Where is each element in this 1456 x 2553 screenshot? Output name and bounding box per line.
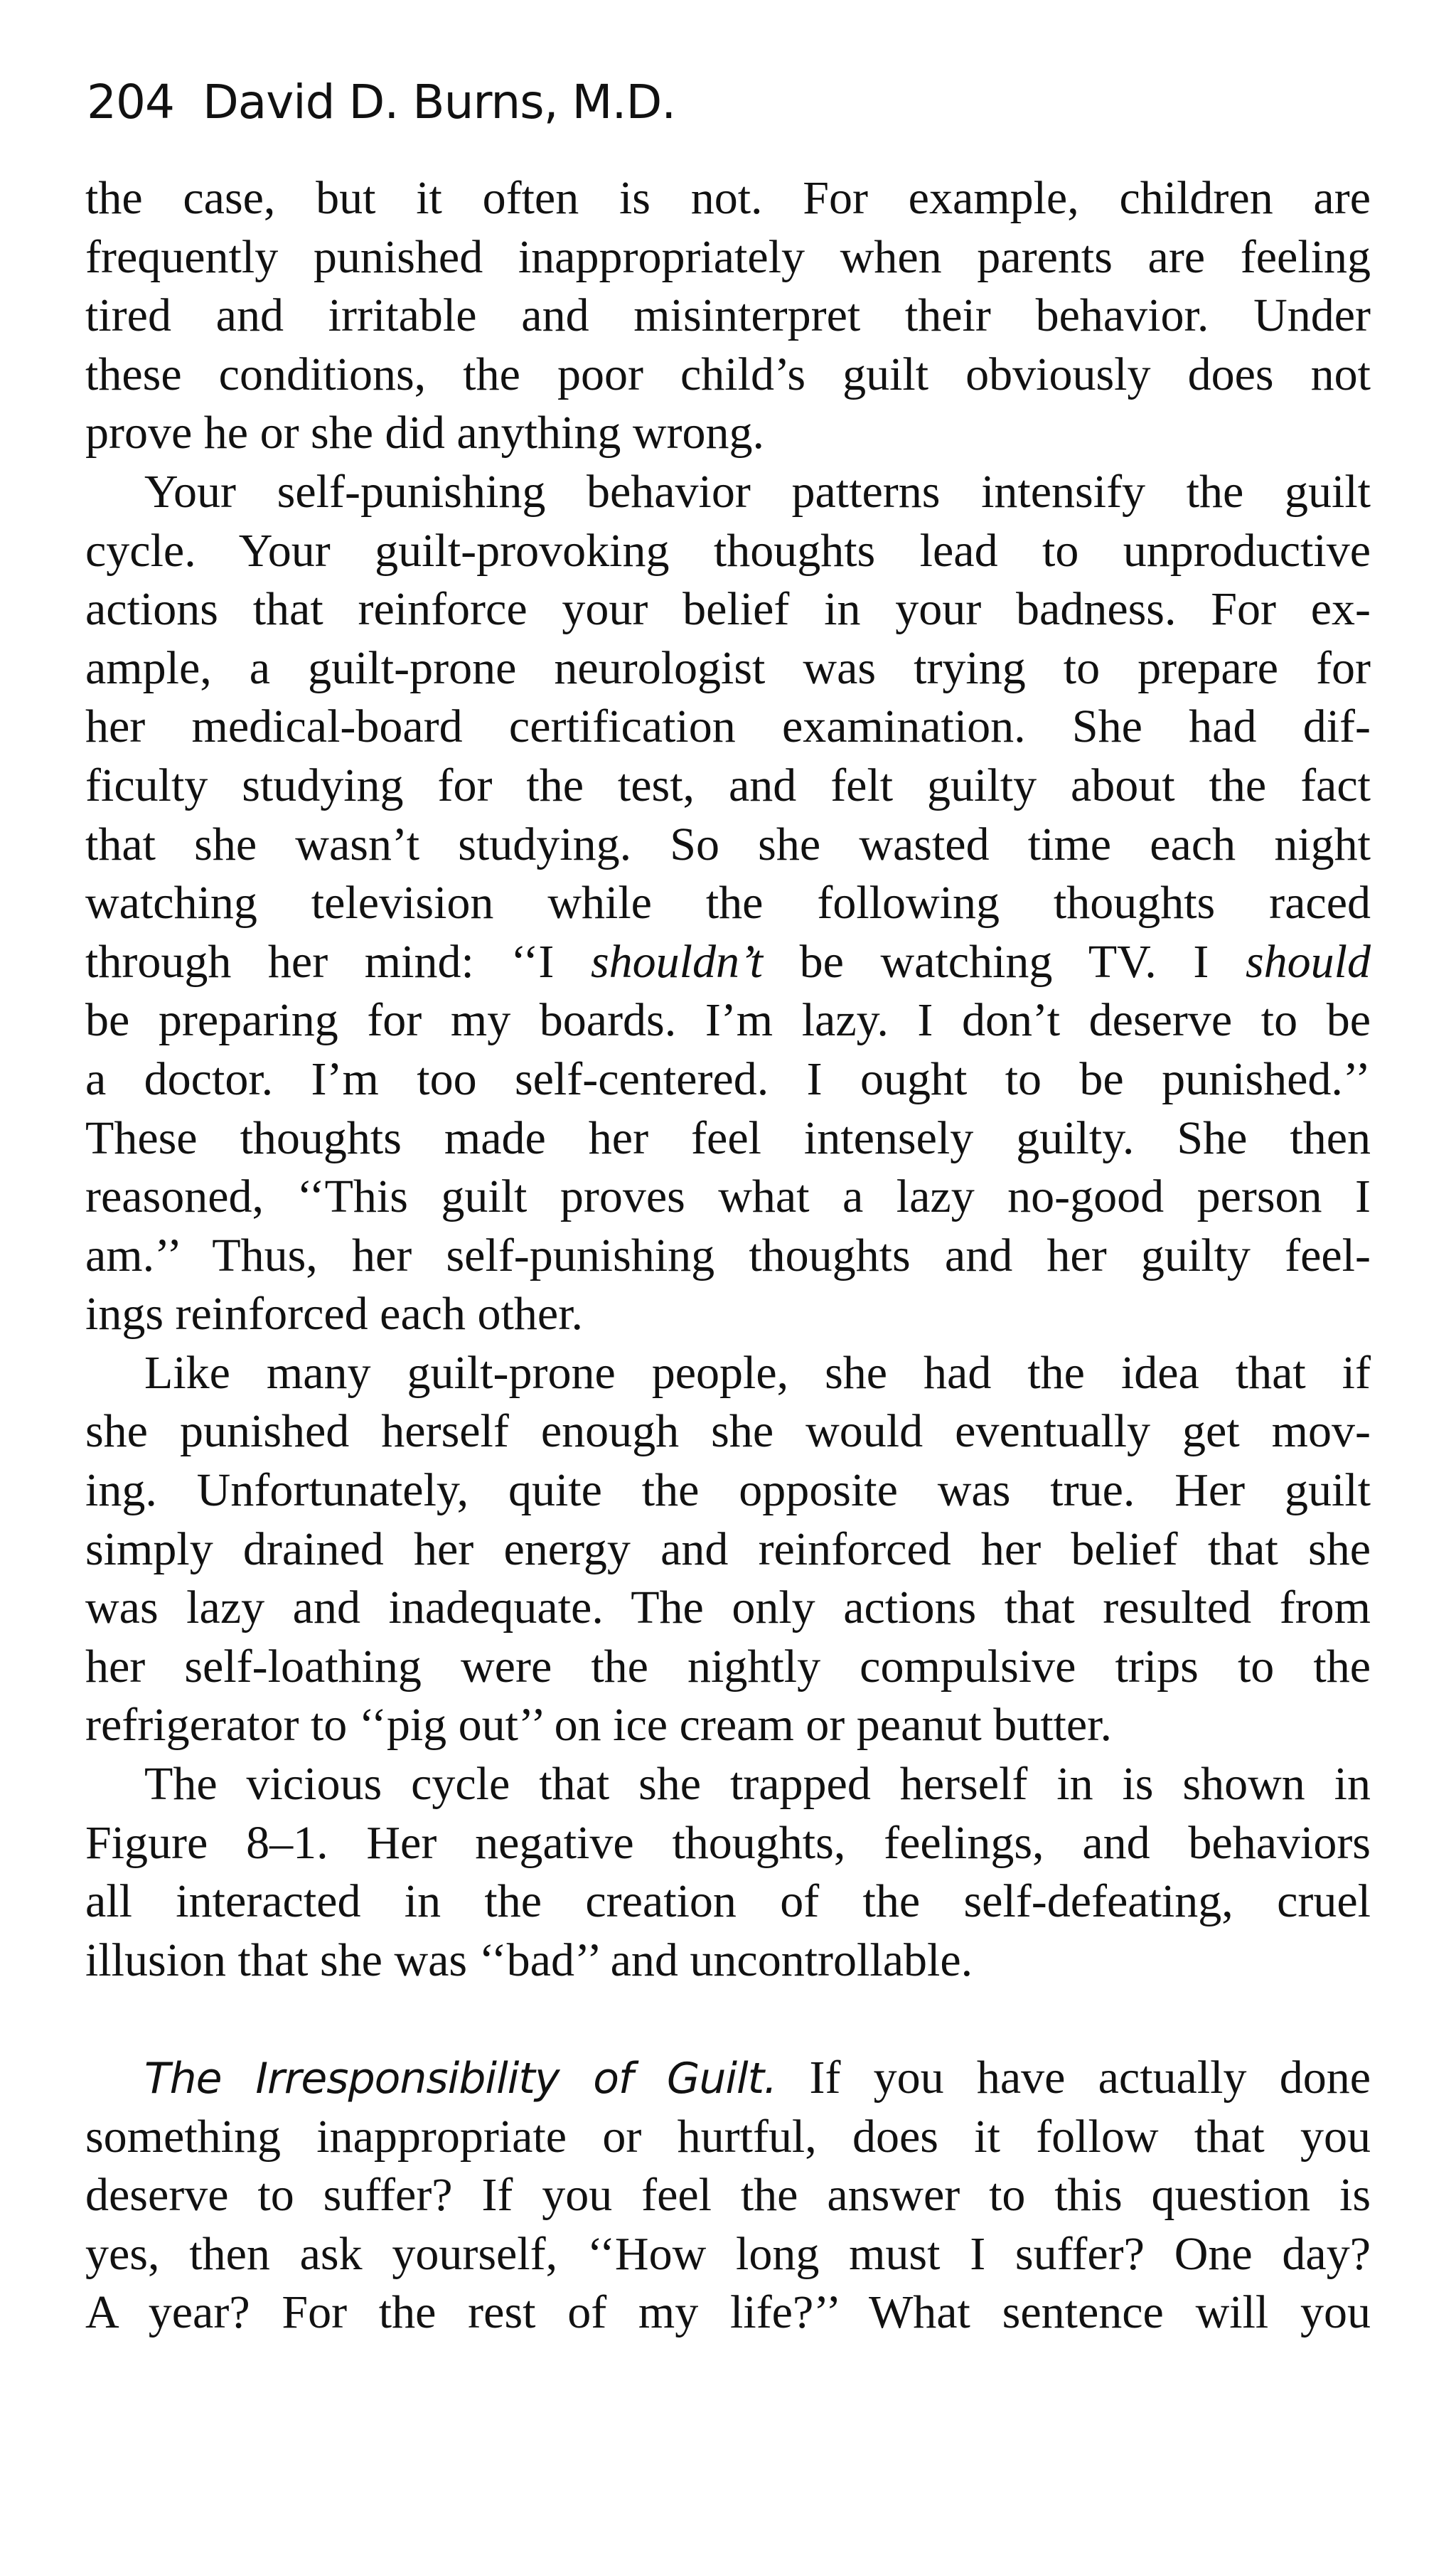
text-line: yes, then ask yourself, ‘‘How long must I suffer? One day?: [85, 2227, 1371, 2280]
text-line: that she wasn’t studying. So she wasted time each night: [85, 818, 1371, 870]
section-heading: The Irresponsibility of Guilt.: [144, 2054, 777, 2104]
emphasis-should: should: [1245, 935, 1371, 988]
text-run: be watching TV. I: [763, 935, 1246, 988]
text-line: am.’’ Thus, her self-punishing thoughts and her guilty feel-: [85, 1229, 1371, 1281]
text-line: The vicious cycle that she trapped herself in is shown in: [144, 1758, 1371, 1811]
text-line: tired and irritable and misinterpret their behavior. Under: [85, 289, 1371, 342]
text-line: a doctor. I’m too self-centered. I ought to be punished.’’: [85, 1052, 1371, 1105]
text-line: something inappropriate or hurtful, does it follow that you: [85, 2110, 1371, 2163]
text-line: frequently punished inappropriately when parents are feeling: [85, 230, 1371, 283]
text-line: Your self-punishing behavior patterns intensify the guilt: [144, 465, 1371, 518]
text-line: ample, a guilt-prone neurologist was trying to prepare for: [85, 641, 1371, 694]
text-line: ficulty studying for the test, and felt guilty about the fact: [85, 759, 1371, 811]
text-line: ing. Unfortunately, quite the opposite was true. Her guilt: [85, 1464, 1371, 1517]
text-line: all interacted in the creation of the self-defeating, cruel: [85, 1875, 1371, 1928]
text-line: these conditions, the poor child’s guilt obviously does not: [85, 348, 1371, 400]
text-line: These thoughts made her feel intensely guilty. She then: [85, 1112, 1371, 1164]
author-name: David D. Burns, M.D.: [202, 75, 676, 129]
paragraph-gap: [85, 1990, 1371, 2049]
text-line: [85, 933, 1371, 992]
text-line: Figure 8–1. Her negative thoughts, feelings, and behaviors: [85, 1816, 1371, 1869]
page-number: 204: [87, 75, 174, 129]
text-line: actions that reinforce your belief in your badness. For ex-: [85, 583, 1371, 636]
body-text: [85, 169, 1371, 2343]
text-line: deserve to suffer? If you feel the answer to this question is: [85, 2169, 1371, 2222]
emphasis-shouldnt: shouldn’t: [591, 935, 764, 988]
text-line: [85, 2049, 1371, 2108]
text-line: cycle. Your guilt-provoking thoughts lead to unproductive: [85, 524, 1371, 577]
text-line: Like many guilt-prone people, she had the idea that if: [144, 1346, 1371, 1399]
text-line: A year? For the rest of my life?’’ What sentence will you: [85, 2286, 1371, 2339]
text-line: the case, but it often is not. For example, children are: [85, 172, 1371, 224]
text-run: If you have actually done: [776, 2052, 1371, 2104]
text-line: be preparing for my boards. I’m lazy. I don’t deserve to be: [85, 994, 1371, 1047]
text-line: illusion that she was ‘‘bad’’ and uncontrollable.: [85, 1934, 973, 1986]
text-run: through her mind: ‘‘I: [85, 935, 591, 988]
text-line: prove he or she did anything wrong.: [85, 407, 764, 459]
text-line: watching television while the following thoughts raced: [85, 877, 1371, 929]
text-line: was lazy and inadequate. The only actions that resulted from: [85, 1582, 1371, 1634]
text-line: reasoned, ‘‘This guilt proves what a lazy no-good person I: [85, 1171, 1371, 1223]
text-line: she punished herself enough she would eventually get mov-: [85, 1405, 1371, 1458]
text-line: her self-loathing were the nightly compulsive trips to the: [85, 1640, 1371, 1693]
text-line: ings reinforced each other.: [85, 1288, 584, 1341]
text-line: her medical-board certification examination. She had dif-: [85, 700, 1371, 753]
running-head: [87, 74, 675, 131]
text-line: refrigerator to ‘‘pig out’’ on ice cream or peanut butter.: [85, 1699, 1113, 1752]
text-line: simply drained her energy and reinforced her belief that she: [85, 1523, 1371, 1575]
